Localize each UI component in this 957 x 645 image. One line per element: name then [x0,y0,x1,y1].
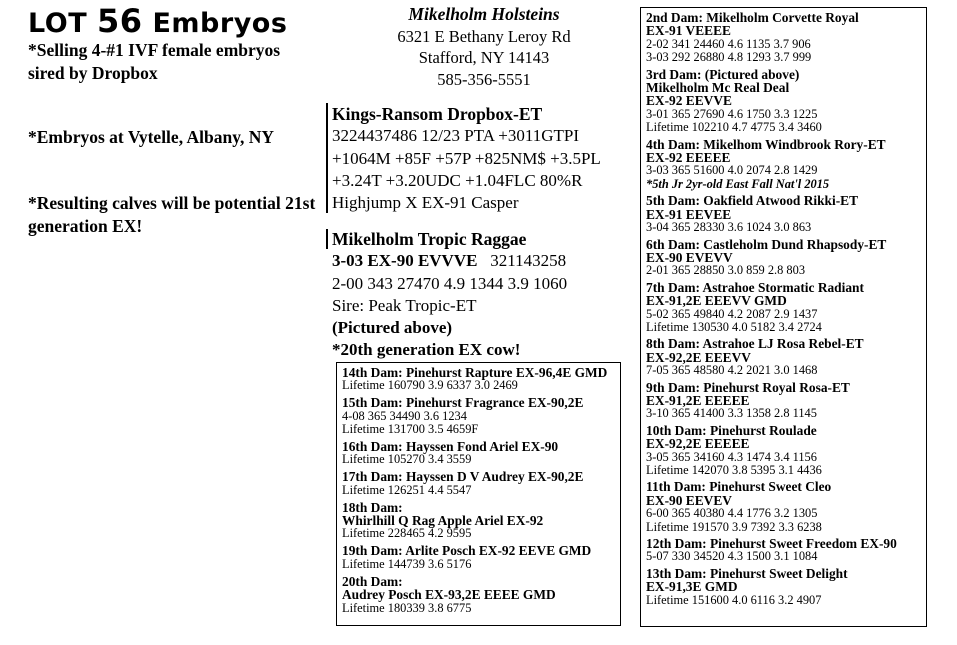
dam-divider [326,229,328,249]
lot-title [28,2,287,40]
bullet-generation: *Resulting calves will be potential 21st generation EX! [28,193,316,236]
farm-name: Mikelholm Holsteins [408,4,560,24]
pedigree-entry-2nd: 2nd Dam: Mikelholm Corvette Royal EX-91 VEEEE 2-02 341 24460 4.6 1135 3.7 906 3-03 292 26880 4.8 1293 3.7 999 [646,10,859,65]
pedigree-entry-11th: 11th Dam: Pinehurst Sweet Cleo EX-90 EEVEV 6-00 365 40380 4.4 1776 3.2 1305 Lifetime 191570 3.9 7392 3.3 6238 [646,479,832,534]
farm-city: Stafford, NY 14143 [418,48,550,67]
pedigree-entry-8th: 8th Dam: Astrahoe LJ Rosa Rebel-ET EX-92,2E EEEVV 7-05 365 48580 4.2 2021 3.0 1468 [646,336,864,378]
dam-pictured-note: (Pictured above) [332,318,453,338]
dam-registration: 321143258 [490,251,567,271]
pedigree-entry-15th: 15th Dam: Pinehurst Fragrance EX-90,2E 4-08 365 34490 3.6 1234 Lifetime 131700 3.5 4659F [342,395,584,437]
pedigree-entry-10th: 10th Dam: Pinehurst Roulade EX-92,2E EEEEE 3-05 365 34160 4.3 1474 3.4 1156 Lifetime 142070 3.8 5395 3.1 4436 [646,422,822,477]
lot-label: Embryos [152,8,288,39]
farm-phone: 585-356-5551 [437,69,531,89]
dam-record: 2-00 343 27470 4.9 1344 3.9 1060 [332,273,568,293]
pedigree-entry-3rd: 3rd Dam: (Pictured above) Mikelholm Mc Real Deal EX-92 EEVVE 3-01 365 27690 4.6 1750 3.3 1225 Lifetime 102210 4.7 4775 3.4 3460 [646,66,822,135]
sire-name: Kings-Ransom Dropbox-ET [332,104,543,124]
dam-classification: 3-03 EX-90 EVVVE [332,251,478,271]
pedigree-entry-4th: 4th Dam: Mikelhom Windbrook Rory-ET EX-92 EEEEE 3-03 365 51600 4.0 2074 2.8 1429 *5th Jr 2yr-old East Fall Nat'l 2015 [646,138,926,192]
dam-sire: Sire: Peak Tropic-ET [332,295,477,315]
pedigree-entry-19th: 19th Dam: Arlite Posch EX-92 EEVE GMD Lifetime 144739 3.6 5176 [342,543,592,571]
sire-block [332,103,601,214]
right-pedigree-box [640,7,927,627]
bullet-location: *Embryos at Vytelle, Albany, NY [28,127,274,147]
farm-address: 6321 E Bethany Leroy Rd [397,26,571,46]
lower-pedigree-box [336,362,621,626]
pedigree-entry-20th: 20th Dam: Audrey Posch EX-93,2E EEEE GMD Lifetime 180339 3.8 6775 [342,573,556,615]
dam-name: Mikelholm Tropic Raggae [332,229,527,249]
pedigree-entry-12th: 12th Dam: Pinehurst Sweet Freedom EX-90 5-07 330 34520 4.3 1500 3.1 1084 [646,536,897,564]
sire-line: Highjump X EX-91 Casper [332,193,519,213]
pedigree-entry-5th: 5th Dam: Oakfield Atwood Rikki-ET EX-91 EEVEE 3-04 365 28330 3.6 1024 3.0 863 [646,193,859,235]
farm-contact [334,4,634,90]
sire-line: +3.24T +3.20UDC +1.04FLC 80%R [332,170,583,190]
sire-line: +1064M +85F +57P +825NM$ +3.5PL [332,148,601,168]
bullet-selling: *Selling 4-#1 IVF female embryos sired by Dropbox [28,40,281,83]
pedigree-entry-9th: 9th Dam: Pinehurst Royal Rosa-ET EX-91,2E EEEEE 3-10 365 41400 3.3 1358 2.8 1145 [646,379,850,421]
pedigree-entry-18th: 18th Dam: Whirlhill Q Rag Apple Ariel EX-92 Lifetime 228465 4.2 9595 [342,499,544,541]
lot-number: 56 [97,2,143,40]
pedigree-entry-16th: 16th Dam: Hayssen Fond Ariel EX-90 Lifetime 105270 3.4 3559 [342,439,559,467]
pedigree-entry-14th: 14th Dam: Pinehurst Rapture EX-96,4E GMD Lifetime 160790 3.9 6337 3.0 2469 [342,365,608,393]
sire-line: 3224437486 12/23 PTA +3011GTPI [332,126,580,146]
dam-generation-note: *20th generation EX cow! [332,340,521,360]
pedigree-entry-7th: 7th Dam: Astrahoe Stormatic Radiant EX-91,2E EEEVV GMD 5-02 365 49840 4.2 2087 2.9 1437 Lifetime 130530 4.0 5182 3.4 2724 [646,279,864,334]
pedigree-entry-13th: 13th Dam: Pinehurst Sweet Delight EX-91,3E GMD Lifetime 151600 4.0 6116 3.2 4907 [646,565,848,607]
dam-block [332,228,567,362]
pedigree-entry-6th: 6th Dam: Castleholm Dund Rhapsody-ET EX-90 EVEVV 2-01 365 28850 3.0 859 2.8 803 [646,236,887,278]
show-note: *5th Jr 2yr-old East Fall Nat'l 2015 [646,176,830,191]
lot-word: LOT [28,8,88,39]
sire-divider [326,103,328,213]
pedigree-entry-17th: 17th Dam: Hayssen D V Audrey EX-90,2E Lifetime 126251 4.4 5547 [342,469,584,497]
